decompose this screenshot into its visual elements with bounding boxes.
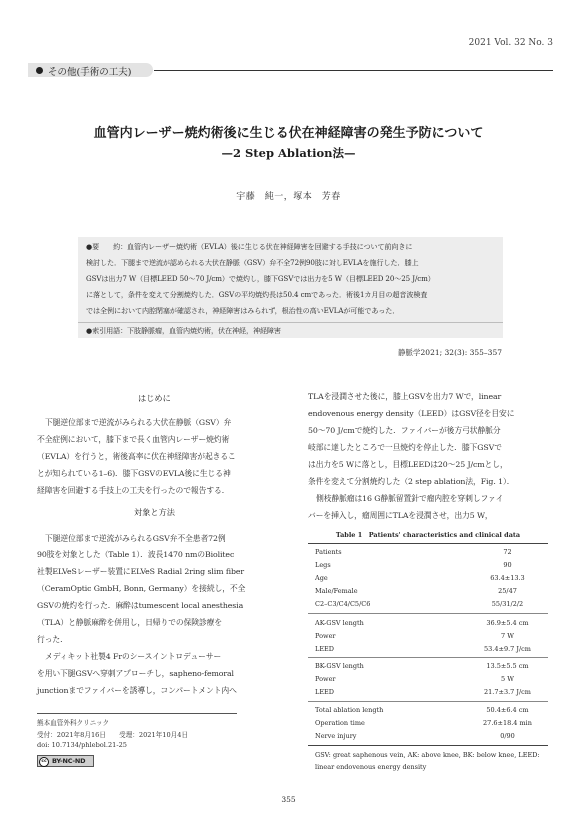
table-row-label: LEED (315, 688, 335, 696)
table-row-label: Age (315, 574, 328, 582)
table-row-value: 53.4±9.7 J/cm (484, 645, 531, 653)
table-row-value: 36.9±5.4 cm (486, 619, 529, 627)
section-label: その他(手術の工夫) (48, 67, 132, 78)
license-badge (37, 755, 94, 767)
page-number: 355 (281, 795, 296, 804)
table-row-label: Nerve injury (315, 732, 357, 740)
creative-commons-icon: cc (39, 757, 49, 767)
article-title: 血管内レーザー焼灼術後に生じる伏在神経障害の発生予防について (93, 126, 484, 141)
table-row-value: 0/90 (500, 732, 515, 740)
body-line: 行った． (37, 635, 68, 644)
body-line: 条件を変えて分割焼灼した（2 step ablation法，Fig. 1）． (308, 477, 515, 486)
keywords: ●索引用語：下肢静脈瘤，血管内焼灼術，伏在神経，神経障害 (86, 326, 281, 335)
table-row-value: 63.4±13.3 (490, 574, 525, 582)
body-line: は出力を5 Wに落とし，目標LEEDは20～25 J/cmとし， (308, 460, 508, 469)
body-line: 社製ELVeSレーザー装置にELVeS Radial 2ring slim fiber (37, 567, 245, 576)
article-subtitle: —2 Step Ablation法— (221, 146, 356, 160)
authors: 宇藤 純一，塚本 芳春 (236, 192, 341, 202)
abstract-line: に落として，条件を変えて分割焼灼した．GSVの平均焼灼長は50.4 cmであった．術後1カ月目の超音波検査 (86, 290, 428, 299)
body-line: メディキット社製4 Frのシースイントロデューサー (45, 652, 222, 661)
table-footnote: GSV: great saphenous vein, AK: above knee, BK: below knee, LEED: (315, 751, 540, 759)
table-footnote: linear endovenous energy density (315, 763, 427, 771)
table-row-label: Patients (315, 548, 342, 556)
intro-heading: はじめに (138, 393, 171, 403)
table-row-value: 27.6±18.4 min (483, 719, 532, 727)
bullet-icon (36, 67, 43, 74)
table-row-label: Power (315, 675, 336, 683)
table-row-label: Total ablation length (315, 706, 384, 714)
citation: 静脈学2021; 32(3): 355–357 (398, 348, 502, 357)
abstract-line: では全例において内腔閉塞が確認され，神経障害はみられず，根治性の高いEVLAが可能であった． (86, 306, 400, 315)
body-line: 経障害を回避する手技上の工夫を行ったので報告する． (37, 486, 230, 495)
methods-heading: 対象と方法 (134, 507, 175, 517)
affiliation: 熊本血管外科クリニック (37, 719, 110, 727)
doi: doi: 10.7134/phlebol.21-25 (37, 741, 127, 749)
table-row-label: LEED (315, 645, 335, 653)
table-row-value: 72 (503, 548, 512, 556)
table-row-label: Operation time (315, 719, 365, 727)
body-line: endovenous energy density（LEED）はGSV径を目安に (308, 409, 515, 418)
table-rule (308, 745, 548, 746)
abstract-line: GSVは出力7 W（目標LEED 50～70 J/cm）で焼灼し，膝下GSVでは出力を5 W（目標LEED 20～25 J/cm） (86, 274, 435, 283)
table-row-value: 13.5±5.5 cm (486, 662, 529, 670)
table-row-value: 21.7±3.7 J/cm (484, 688, 531, 696)
table-row-value: 90 (503, 561, 512, 569)
table-row-label: C2–C3/C4/C5/C6 (315, 600, 371, 608)
table-row-value: 7 W (501, 632, 514, 640)
abstract-divider (78, 322, 503, 323)
section-divider (154, 70, 553, 71)
body-line: （TLA）と静脈麻酔を併用し，日帰りでの保険診療を (37, 618, 223, 627)
body-line: 50～70 J/cmで焼灼した．ファイバーが後方弓状静脈分 (308, 426, 501, 435)
body-line: 側枝静脈瘤は16 G静脈留置針で瘤内腔を穿刺しファイ (316, 494, 504, 503)
abstract-line: 検討した．下腿まで逆流が認められる大伏在静脈（GSV）弁不全72例90肢に対しEVLAを施行した．膝上 (86, 258, 419, 267)
table-row-value: 25/47 (498, 587, 517, 595)
license-label: BY-NC-ND (52, 757, 86, 765)
body-line: junctionまでファイバーを誘導し，コンパートメント内へ (37, 686, 237, 695)
abstract-line: ●要 約：血管内レーザー焼灼術（EVLA）後に生じる伏在神経障害を回避する手技について前向きに (86, 242, 413, 251)
table-divider (308, 657, 548, 658)
body-line: （CeramOptic GmbH, Bonn, Germany）を接続し，不全 (37, 584, 246, 593)
body-line: 岐部に達したところで一旦焼灼を停止した．膝下GSVで (308, 443, 502, 452)
body-line: バーを挿入し，瘤周囲にTLAを浸潤させ，出力5 W， (308, 511, 493, 520)
body-line: （EVLA）を行うと，術後高率に伏在神経障害が起きるこ (37, 452, 236, 461)
body-line: 90肢を対象とした（Table 1）．波長1470 nmのBiolitec (37, 550, 235, 559)
body-line: とが知られている1–6)．膝下GSVのEVLA後に生じる神 (37, 469, 231, 478)
body-line: TLAを浸潤させた後に，膝上GSVを出力7 Wで，linear (308, 392, 502, 401)
body-line: 下腿逆位部まで逆流がみられる大伏在静脈（GSV）弁 (45, 418, 232, 427)
body-line: 下腿逆位部まで逆流がみられるGSV弁不全患者72例 (45, 534, 226, 543)
table-row-value: 50.4±6.4 cm (486, 706, 529, 714)
table-row-label: AK-GSV length (315, 619, 364, 627)
footnote-divider (37, 713, 237, 714)
table-row-value: 55/31/2/2 (491, 600, 524, 608)
table-row-label: Male/Female (315, 587, 358, 595)
table-caption: Table 1 Patients' characteristics and clinical data (335, 531, 521, 539)
table-row-value: 5 W (501, 675, 514, 683)
received-accepted-dates: 受付：2021年8月16日 受理：2021年10月4日 (37, 731, 189, 739)
body-line: 不全症例において，膝下まで長く血管内レーザー焼灼術 (37, 435, 230, 444)
journal-reference: 2021 Vol. 32 No. 3 (468, 38, 553, 48)
table-divider (308, 613, 548, 614)
table-rule (308, 543, 548, 544)
table-row-label: BK-GSV length (315, 662, 364, 670)
table-row-label: Power (315, 632, 336, 640)
body-line: GSVの焼灼を行った．麻酔はtumescent local anesthesia (37, 601, 244, 610)
body-line: を用い下腿GSVへ穿刺アプローチし，sapheno-femoral (37, 669, 234, 678)
table-row-label: Legs (315, 561, 331, 569)
table-divider (308, 701, 548, 702)
